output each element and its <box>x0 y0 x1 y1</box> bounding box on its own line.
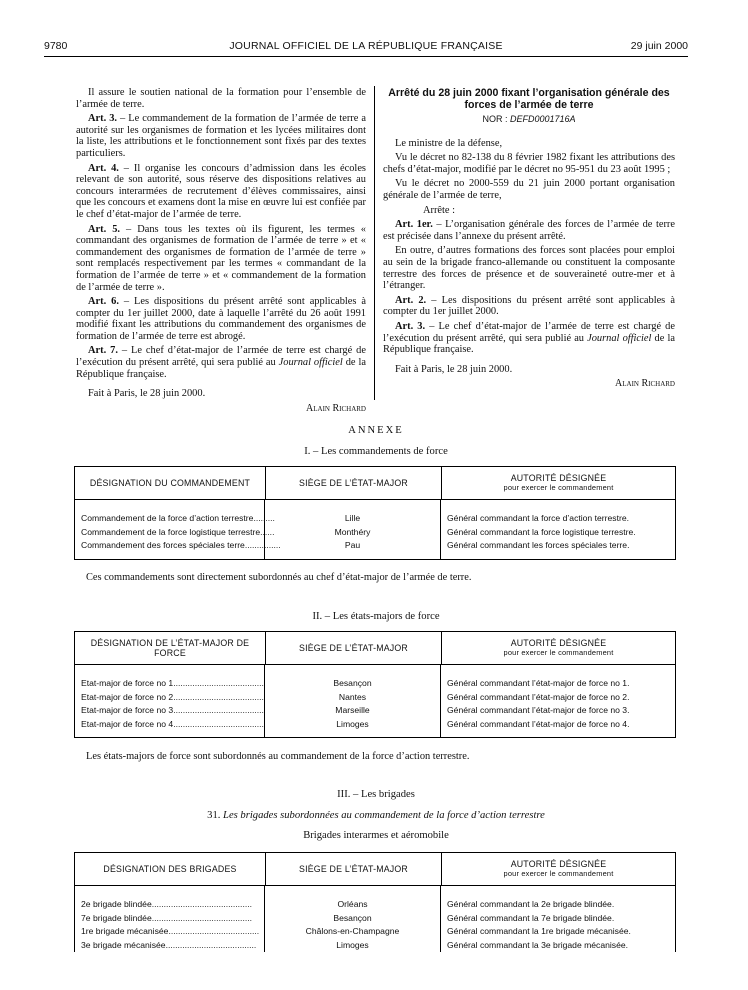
table-cell: Besançon <box>333 912 372 923</box>
table-cell: Général commandant la force logistique terrestre. <box>447 526 636 537</box>
column-header: SIÈGE DE L’ÉTAT-MAJOR <box>266 853 442 885</box>
arrete-label: Arrête : <box>423 204 456 216</box>
section-1-title: I. – Les commandements de force <box>304 446 448 457</box>
column-divider <box>374 86 375 400</box>
page-number: 9780 <box>44 40 68 52</box>
paragraph: En outre, d’autres formations des forces sont placées pour emploi au sein de la brigade franco-allemande ou constituent la composante terrestre des forces de présence et de souveraineté outre-mer et à l’étranger. <box>383 245 675 292</box>
signature: Alain Richard <box>306 402 366 414</box>
issue-date: 29 juin 2000 <box>630 40 688 52</box>
column-header: AUTORITÉ DÉSIGNÉE pour exercer le commandement <box>503 473 614 492</box>
table-cell: 2e brigade blindée.......................................... <box>81 899 252 909</box>
signature: Alain Richard <box>615 378 675 390</box>
article-3: Art. 3. – Le commandement de la formation de l’armée de terre a autorité sur les organismes de formation et les lycées militaires dont la liste, les attributions et le fonctionnement sont fixés par des textes particuliers. <box>76 113 366 159</box>
table-cell: Limoges <box>336 939 369 950</box>
right-column <box>383 87 675 390</box>
left-column <box>76 87 366 414</box>
article-6: Art. 6. – Les dispositions du présent arrêté sont applicables à compter du 1er juillet 2000, date à laquelle l’arrêté du 26 août 1991 modifié fixant les attributions du commandement des organismes de formation de l’armée de terre est abrogé. <box>76 296 366 342</box>
paragraph: Il assure le soutien national de la formation pour l’ensemble de l’armée de terre. <box>76 87 366 110</box>
column-header: DÉSIGNATION DE L’ÉTAT-MAJOR DE FORCE <box>75 632 266 664</box>
article-7: Art. 7. – Le chef d’état-major de l’armée de terre est chargé de l’exécution du présent arrêté, qui sera publié au Journal officiel de la République française. <box>76 345 366 380</box>
table-cell: Général commandant l’état-major de force no 4. <box>447 718 630 729</box>
table-cell: Général commandant l’état-major de force no 1. <box>447 678 630 688</box>
table-cell: Général commandant la force d’action terrestre. <box>447 513 629 523</box>
table-cell: 1re brigade mécanisée...................................... <box>81 926 260 936</box>
column-header: AUTORITÉ DÉSIGNÉE pour exercer le commandement <box>503 859 614 878</box>
subsection-31-title: 31. Les brigades subordonnées au commandement de la force d’action terrestre <box>207 810 545 821</box>
table-cell: Commandement de la force d’action terrestre......... <box>81 513 275 523</box>
column-header: DÉSIGNATION DU COMMANDEMENT <box>75 467 266 499</box>
table-cell: Général commandant les forces spéciales terre. <box>447 540 630 550</box>
column-header: SIÈGE DE L’ÉTAT-MAJOR <box>266 632 442 664</box>
table-brigades <box>74 852 676 952</box>
article-3: Art. 3. – Le chef d’état-major de l’armée de terre est chargé de l’exécution du présent arrêté, qui sera publié au Journal officiel de la République française. <box>383 320 675 356</box>
table-cell: Etat-major de force no 2...................................... <box>81 691 264 702</box>
table-cell: Général commandant la 1re brigade mécanisée. <box>447 926 631 936</box>
arrete-title: Arrêté du 28 juin 2000 fixant l’organisation générale des forces de l’armée de terre <box>388 87 670 111</box>
paragraph: Le ministre de la défense, <box>395 137 503 149</box>
table-cell: Commandement de la force logistique terrestre...... <box>81 526 275 537</box>
table-cell: Monthéry <box>334 526 371 537</box>
table-cell: Nantes <box>338 691 367 702</box>
table-cell: Général commandant la 7e brigade blindée. <box>447 912 615 923</box>
article-2: Art. 2. – Les dispositions du présent arrêté sont applicables à compter du 1er juillet 2000. <box>383 294 675 318</box>
subsection-31-subtitle: Brigades interarmes et aéromobile <box>303 830 449 841</box>
paragraph: Vu le décret no 2000-559 du 21 juin 2000 portant organisation générale de l’armée de terre, <box>383 178 675 201</box>
table-cell: Général commandant la 2e brigade blindée. <box>447 899 615 909</box>
table-cell: Pau <box>344 540 361 550</box>
table-cell: Châlons-en-Champagne <box>305 926 400 936</box>
table-cell: Orléans <box>337 899 368 909</box>
table-cell: Etat-major de force no 3...................................... <box>81 705 264 715</box>
table-cell: Marseille <box>335 705 370 715</box>
column-header: SIÈGE DE L’ÉTAT-MAJOR <box>266 467 442 499</box>
article-5: Art. 5. – Dans tous les textes où ils figurent, les termes « commandant des organismes de formation de l’armée de terre » et « commandement des organismes de formation de l’armée de terre » sont remplacés respectivement par les termes « commandant de la formation de l’armée de terre » et « commandement de la formation de l’armée de terre ». <box>76 223 366 293</box>
table-cell: Général commandant l’état-major de force no 3. <box>447 705 630 715</box>
nor-reference: NOR : DEFD0001716A <box>482 114 576 124</box>
table-cell: Etat-major de force no 1...................................... <box>81 678 264 688</box>
journal-title: JOURNAL OFFICIEL DE LA RÉPUBLIQUE FRANÇAISE <box>229 40 503 52</box>
section-3-title: III. – Les brigades <box>337 789 415 800</box>
note: Les états-majors de force sont subordonnés au commandement de la force d’action terrestre. <box>86 751 470 762</box>
table-cell: Etat-major de force no 4...................................... <box>81 718 264 729</box>
section-2-title: II. – Les états-majors de force <box>312 611 440 622</box>
article-4: Art. 4. – Il organise les concours d’admission dans les écoles relevant de son autorité, sous réserve des dispositions relatives au concours interarmées de recrutement d’élèves commissaires, ainsi que les concours et examens dont la mise en œuvre lui est confiée par le chef d’état-major de l’armée de terre. <box>76 162 366 220</box>
article-1: Art. 1er. – L’organisation générale des forces de l’armée de terre est précisée dans l’annexe du présent arrêté. <box>383 219 675 242</box>
table-cell: Général commandant la 3e brigade mécanisée. <box>447 939 629 950</box>
table-cell: 3e brigade mécanisée...................................... <box>81 939 257 950</box>
table-cell: Besançon <box>333 678 372 688</box>
page-header <box>44 40 688 57</box>
note: Ces commandements sont directement subordonnés au chef d’état-major de l’armée de terre. <box>86 572 472 583</box>
table-cell: Général commandant l’état-major de force no 2. <box>447 691 630 702</box>
table-etats-majors <box>74 631 676 738</box>
column-header: DÉSIGNATION DES BRIGADES <box>75 853 266 885</box>
annexe-title: ANNEXE <box>348 425 404 436</box>
column-header: AUTORITÉ DÉSIGNÉE pour exercer le commandement <box>503 638 614 657</box>
fait-a-paris: Fait à Paris, le 28 juin 2000. <box>395 363 513 375</box>
table-cell: Limoges <box>336 718 369 729</box>
table-cell: 7e brigade blindée.......................................... <box>81 912 252 923</box>
paragraph: Vu le décret no 82-138 du 8 février 1982 fixant les attributions des chefs d’état-major, modifié par le décret no 95-951 du 23 août 1995 ; <box>383 152 675 175</box>
fait-a-paris: Fait à Paris, le 28 juin 2000. <box>88 388 206 400</box>
table-commandements <box>74 466 676 560</box>
table-cell: Commandement des forces spéciales terre............... <box>81 540 281 550</box>
table-cell: Lille <box>344 513 361 523</box>
